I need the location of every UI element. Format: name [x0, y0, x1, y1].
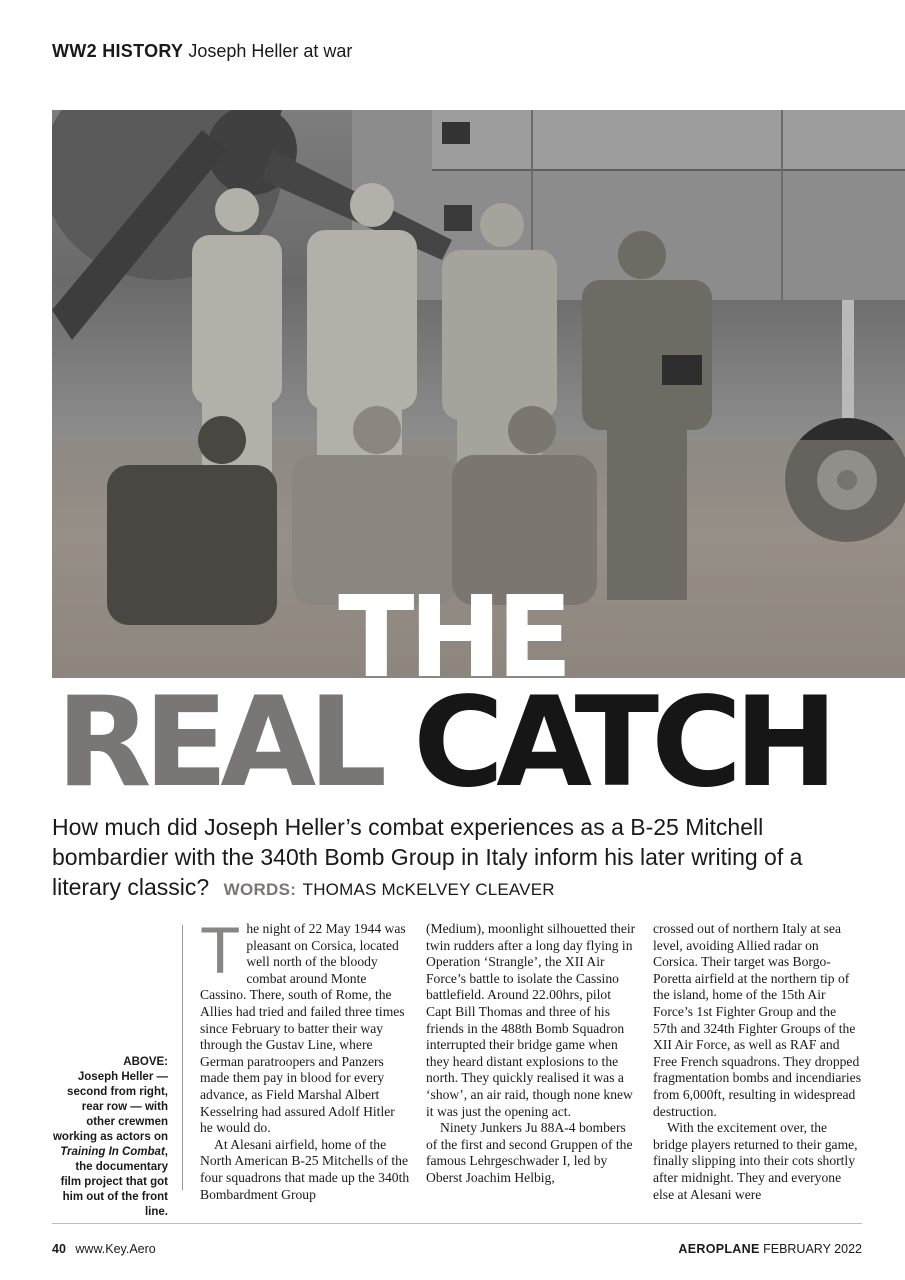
column-divider [182, 925, 183, 1190]
paragraph: crossed out of northern Italy at sea level, avoiding Allied radar on Corsica. Their target was Borgo-Poretta airfield at the northern tip of the island, home of the 15th Air Force’s 1st Fighter Group and the 57th and 324th Fighter Groups of the XII Air Force, as well as RAF and Free French squadrons. They dropped fragmentation bombs and incendiaries from 6,000ft, resulting in widespread destruction. [653, 921, 861, 1119]
paragraph: At Alesani airfield, home of the North American B-25 Mitchells of the four squadrons that made up the 340th Bombardment Group [200, 1136, 410, 1202]
headline [56, 671, 830, 815]
headline-the: THE [338, 573, 567, 703]
paragraph: (Medium), moonlight silhouetted their twin rudders after a long day flying in Operation ‘Strangle’, the XII Air Force’s battle to isolate the Cassino battlefield. Around 22.00hrs, pilot Capt Bill Thomas and three of his friends in the 488th Bomb Squadron interrupted their bridge game when they heard distant explosions to the north. They quickly realised it was a ‘show’, an air raid, though none knew it was just the opening act. [426, 921, 636, 1119]
paragraph-text: he night of 22 May 1944 was pleasant on Corsica, located well north of the bloody combat around Monte Cassino. There, south of Rome, the Allies had tried and failed three times since February to batter their way through the Gustav Line, where German paratroopers and Panzers made them pay in blood for every advance, as Field Marshal Albert Kesselring had assured Adolf Hitler he would do. [200, 921, 406, 1136]
body-column-1 [200, 913, 410, 1203]
page-number: 40 [52, 1242, 66, 1256]
magazine-name: AEROPLANE [678, 1242, 760, 1256]
photo-caption [52, 1055, 168, 1220]
caption-film-title: Training In Combat [60, 1146, 165, 1158]
footer-right [678, 1241, 862, 1257]
byline-label: WORDS: [223, 880, 297, 899]
caption-text-b: , the documentary film project that got him out of the front line. [60, 1146, 168, 1218]
paragraph [200, 913, 410, 1137]
section-topic: Joseph Heller at war [188, 41, 353, 61]
standfirst-text: How much did Joseph Heller’s combat experiences as a B-25 Mitchell bombardier with the 340th Bomb Group in Italy inform his later writing of a literary classic? [52, 814, 803, 900]
standfirst [52, 812, 872, 905]
running-header [52, 40, 352, 62]
footer-left [52, 1241, 156, 1257]
headline-real: REAL [56, 671, 380, 815]
issue-date: FEBRUARY 2022 [763, 1242, 862, 1256]
paragraph: With the excitement over, the bridge players returned to their game, finally slipping into their cots shortly after midnight. They and everyone else at Alesani were [653, 1120, 858, 1202]
body-column-2 [426, 921, 636, 1187]
caption-text-a: Joseph Heller — second from right, rear row — with other crewmen working as actors on [52, 1071, 168, 1143]
drop-cap: T [200, 913, 241, 987]
section-label: WW2 HISTORY [52, 41, 184, 61]
footer-rule [52, 1223, 862, 1224]
caption-label: ABOVE: [123, 1056, 168, 1068]
body-column-3 [653, 921, 863, 1203]
byline-author: THOMAS McKELVEY CLEAVER [302, 880, 555, 899]
headline-catch: CATCH [413, 671, 830, 815]
website-link[interactable]: www.Key.Aero [75, 1242, 156, 1256]
paragraph: Ninety Junkers Ju 88A-4 bombers of the first and second Gruppen of the famous Lehrgeschwader I, led by Oberst Joachim Helbig, [426, 1120, 633, 1185]
